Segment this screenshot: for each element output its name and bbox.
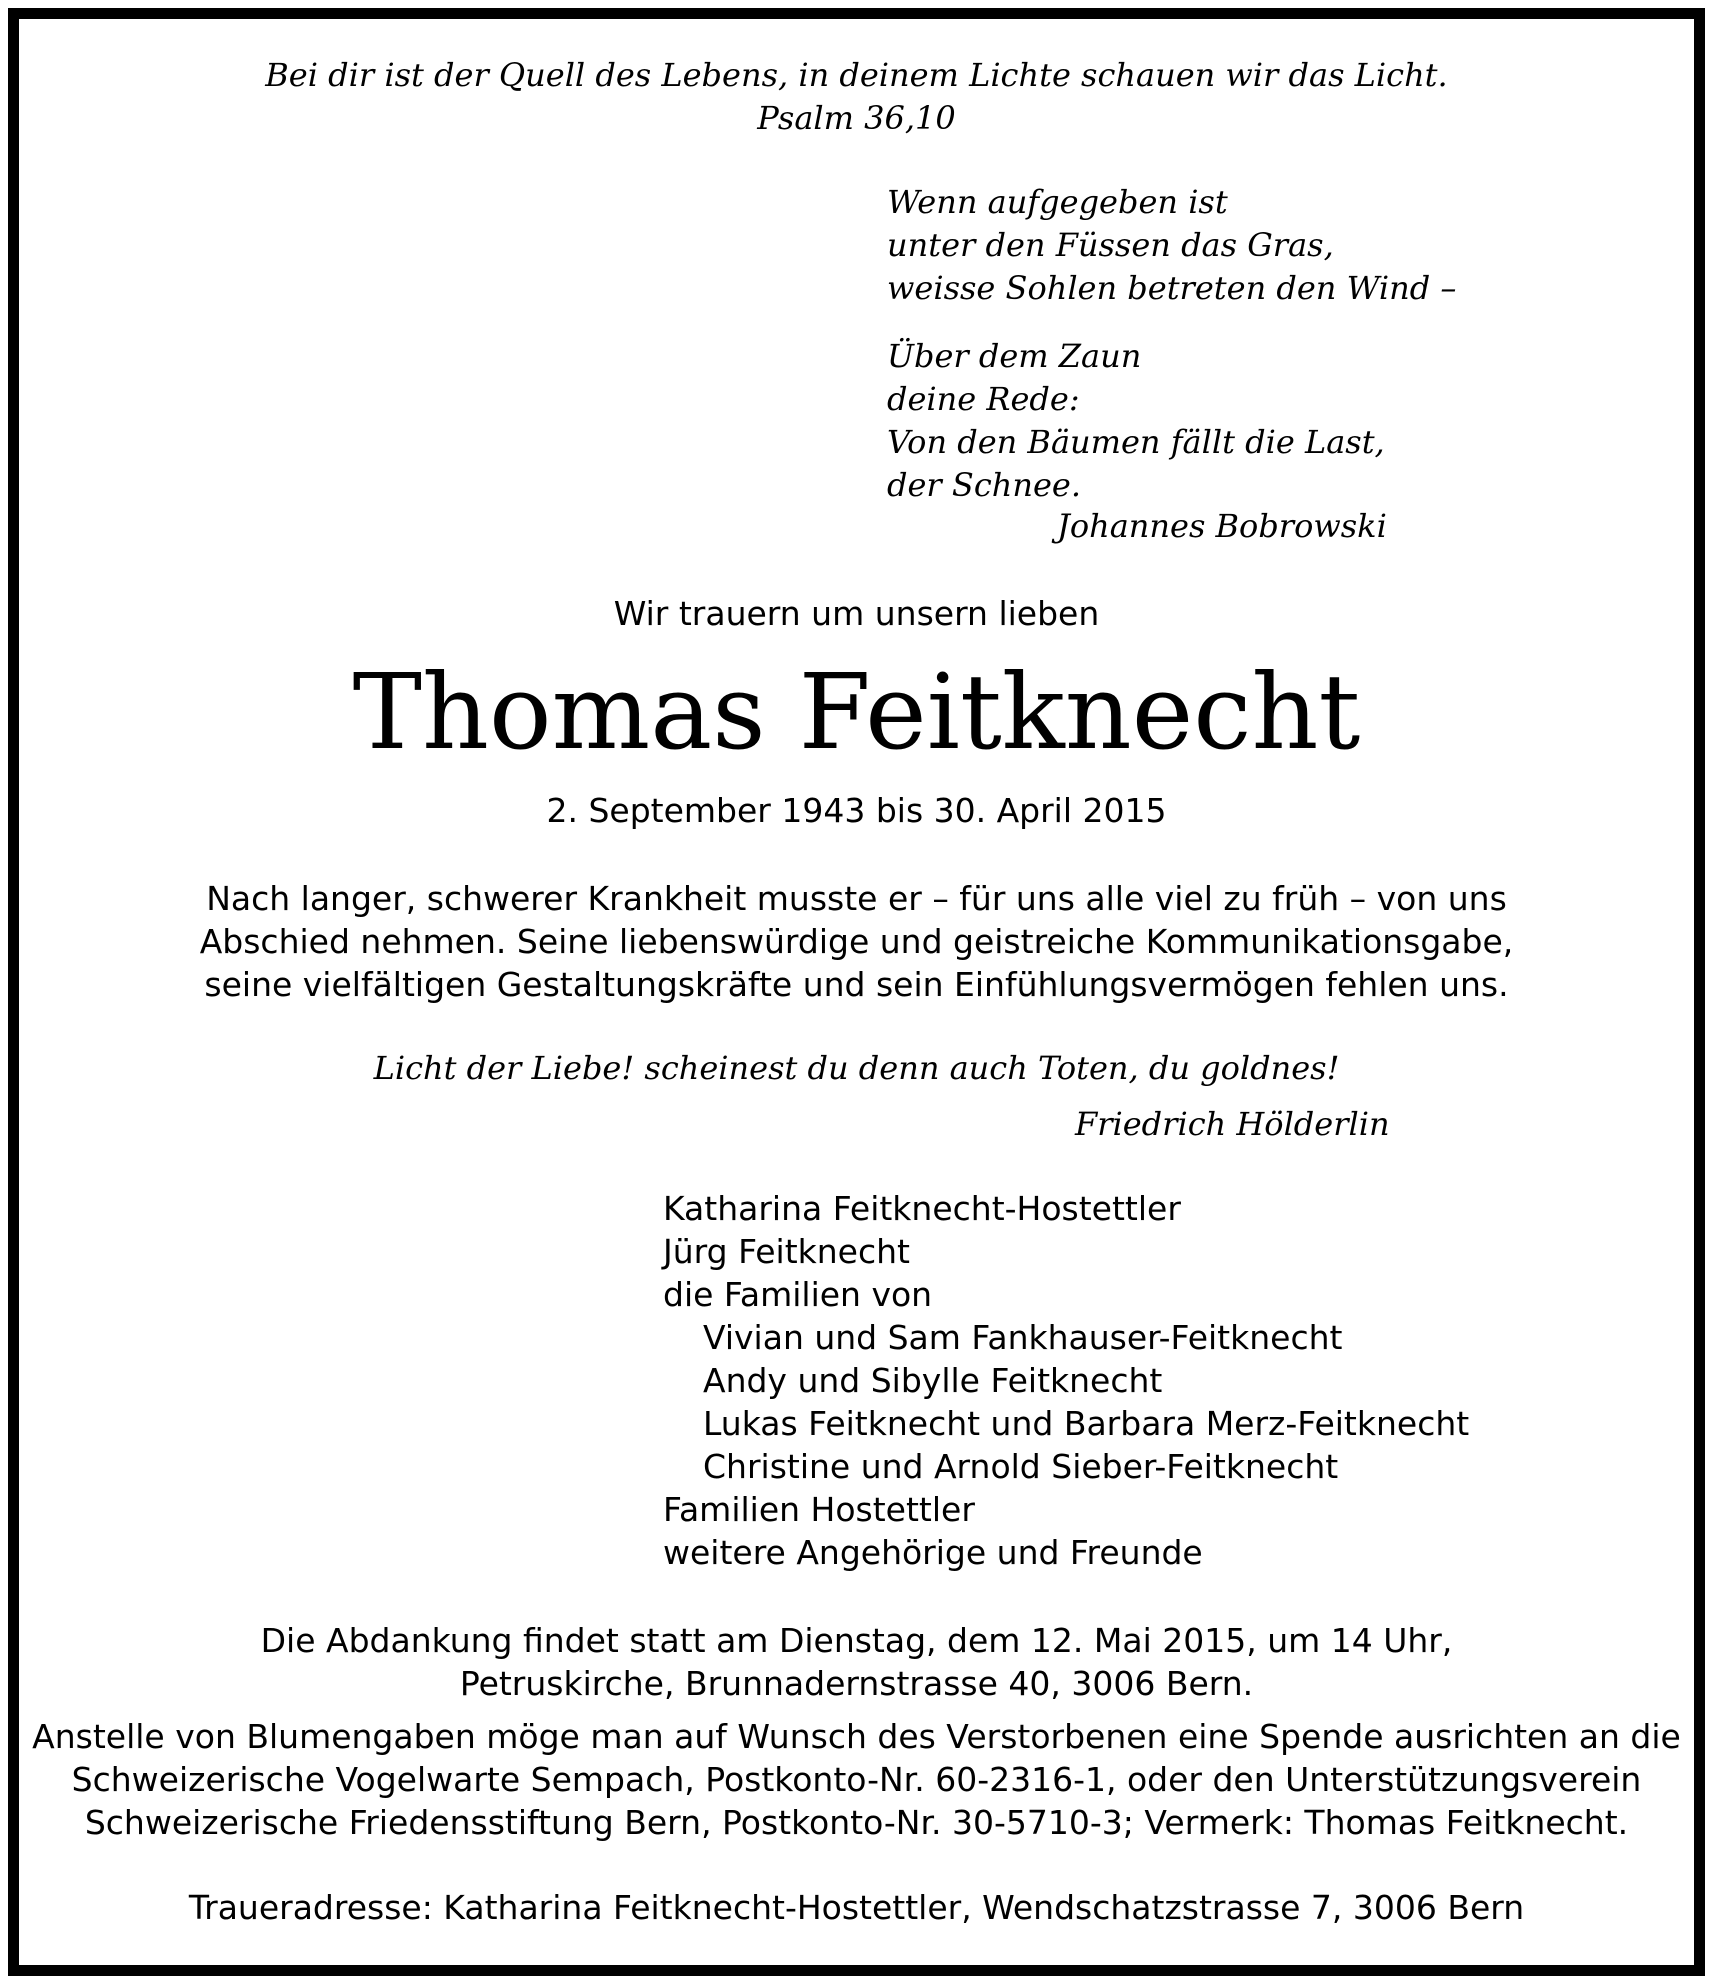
message-line-2: Abschied nehmen. Seine liebenswürdige und geistreiche Kommunikationsgabe, bbox=[199, 922, 1514, 961]
motto-source: Psalm 36,10 bbox=[757, 99, 956, 137]
donation-line-1: Anstelle von Blumengaben möge man auf Wunsch des Verstorbenen eine Spende ausrichten an die bbox=[32, 1717, 1681, 1756]
mourning-address: Traueradresse: Katharina Feitknecht-Hostettler, Wendschatzstrasse 7, 3006 Bern bbox=[188, 1888, 1525, 1927]
quote2-author: Friedrich Hölderlin bbox=[1075, 1105, 1390, 1143]
poem-stanza-2 bbox=[887, 335, 1385, 507]
mourner-family: Andy und Sibylle Feitknecht bbox=[703, 1361, 1163, 1400]
quote2-text: Licht der Liebe! scheinest du denn auch Toten, du goldnes! bbox=[373, 1049, 1340, 1087]
mourner: die Familien von bbox=[663, 1275, 933, 1314]
donation-line-3: Schweizerische Friedensstiftung Bern, Postkonto-Nr. 30-5710-3; Vermerk: Thomas Feitknecht. bbox=[84, 1803, 1629, 1842]
mourner-family: Christine und Arnold Sieber-Feitknecht bbox=[703, 1447, 1339, 1486]
mourner: Katharina Feitknecht-Hostettler bbox=[663, 1189, 1181, 1228]
mourners-list bbox=[663, 1187, 1469, 1574]
ceremony-line-2: Petruskirche, Brunnadernstrasse 40, 3006 Bern. bbox=[459, 1664, 1254, 1703]
poem-stanza-1 bbox=[887, 181, 1456, 310]
poem-line: unter den Füssen das Gras, bbox=[887, 226, 1334, 264]
mourner: Familien Hostettler bbox=[663, 1490, 975, 1529]
poem-line: Von den Bäumen fällt die Last, bbox=[887, 423, 1385, 461]
poem-line: weisse Sohlen betreten den Wind – bbox=[887, 269, 1457, 307]
poem-line: deine Rede: bbox=[887, 380, 1080, 418]
mourner: Jürg Feitknecht bbox=[663, 1232, 910, 1271]
motto-text: Bei dir ist der Quell des Lebens, in deinem Lichte schauen wir das Licht. bbox=[265, 56, 1448, 94]
deceased-name: Thomas Feitknecht bbox=[352, 651, 1361, 773]
life-dates: 2. September 1943 bis 30. April 2015 bbox=[546, 791, 1167, 830]
mourner-family: Vivian und Sam Fankhauser-Feitknecht bbox=[703, 1318, 1343, 1357]
poem-line: Über dem Zaun bbox=[887, 337, 1142, 375]
poem-line: der Schnee. bbox=[887, 466, 1081, 504]
message-line-1: Nach langer, schwerer Krankheit musste er – für uns alle viel zu früh – von uns bbox=[206, 879, 1507, 918]
ceremony-line-1: Die Abdankung findet statt am Dienstag, dem 12. Mai 2015, um 14 Uhr, bbox=[260, 1621, 1453, 1660]
donation-line-2: Schweizerische Vogelwarte Sempach, Postkonto-Nr. 60-2316-1, oder den Unterstützungsverein bbox=[71, 1760, 1642, 1799]
mourner: weitere Angehörige und Freunde bbox=[663, 1533, 1203, 1572]
intro-line: Wir trauern um unsern lieben bbox=[613, 594, 1100, 633]
poem-line: Wenn aufgegeben ist bbox=[887, 183, 1228, 221]
mourner-family: Lukas Feitknecht und Barbara Merz-Feitknecht bbox=[703, 1404, 1470, 1443]
message-line-3: seine vielfältigen Gestaltungskräfte und sein Einfühlungsvermögen fehlen uns. bbox=[204, 965, 1509, 1004]
poem-author: Johannes Bobrowski bbox=[1057, 507, 1387, 545]
